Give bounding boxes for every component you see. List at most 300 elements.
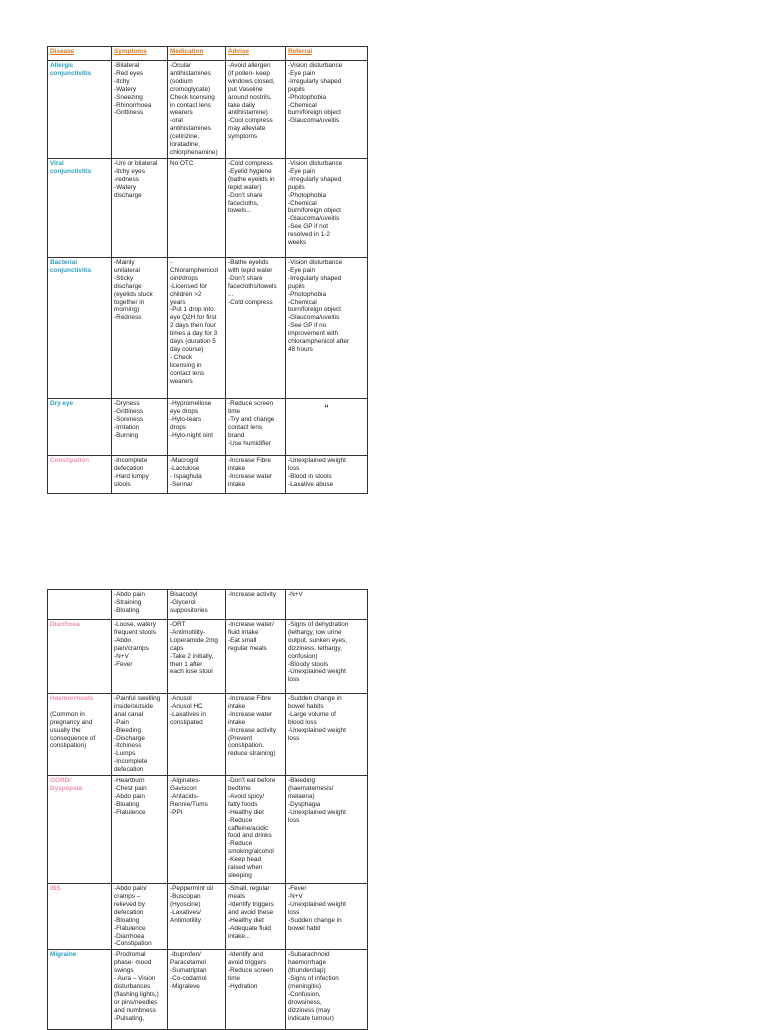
cell-line: -Sneezing xyxy=(114,93,143,101)
cell-line: bowel habits xyxy=(288,702,324,710)
cell-line: tepid water) xyxy=(228,183,262,191)
cell-line: each lose stool xyxy=(170,668,213,676)
medication-cell xyxy=(168,950,226,1030)
cell-line: phase- mood xyxy=(114,959,152,967)
cell-line: -Hydration xyxy=(228,982,258,990)
cell-line: -Chemical xyxy=(288,199,317,207)
cell-line: -Reduce screen xyxy=(228,400,274,407)
cell-line: 48 hours xyxy=(288,345,313,353)
cell-line: -Co-codamol xyxy=(170,975,207,983)
cell-line: intake xyxy=(228,718,246,726)
referral-cell xyxy=(286,159,368,258)
cell-line: -Glycerol xyxy=(170,598,196,606)
cell-line: bowel habit xyxy=(288,924,321,932)
cell-line: -Don't share xyxy=(228,191,263,199)
cell-line: eye Q2H for first xyxy=(170,314,217,322)
symptoms-cell xyxy=(112,258,168,399)
cell-line: (cetirizine, xyxy=(170,133,200,141)
cell-line: -Bleeding xyxy=(114,726,142,734)
referral-cell xyxy=(286,590,368,620)
table-row xyxy=(48,694,368,776)
cell-line: -Watery xyxy=(114,183,137,191)
medication-cell xyxy=(168,258,226,399)
cell-line: -Chest pain xyxy=(114,784,147,792)
table-row xyxy=(48,950,368,1030)
medication-cell xyxy=(168,776,226,884)
symptoms-cell xyxy=(112,590,168,620)
cell-line: -Antacids- xyxy=(170,792,199,800)
cell-line: antihistamine) xyxy=(228,109,268,117)
cell-line: inside/outside xyxy=(114,702,154,710)
cell-line: smoking/alcohol xyxy=(228,848,274,856)
cell-line: years xyxy=(170,298,186,306)
spacer xyxy=(50,703,109,711)
referral-cell xyxy=(286,258,368,399)
cell-line: chloramphenicol after xyxy=(288,338,350,346)
cell-line: No OTC xyxy=(170,160,194,167)
cell-line: -Keep head xyxy=(228,856,262,864)
cell-line: -Senna/ xyxy=(170,480,193,488)
cell-line: pain/cramps xyxy=(114,644,149,652)
cell-line: fatty foods xyxy=(228,800,258,808)
cell-line: swings xyxy=(114,967,134,975)
cell-line: loratadine, xyxy=(170,141,200,149)
cell-line: Chloramphenicol xyxy=(170,266,218,274)
cell-line: -Loose, watery xyxy=(114,621,156,628)
cell-line: -Photophobia xyxy=(288,290,327,298)
cell-line: defecation xyxy=(114,908,144,916)
cell-line: -Fever xyxy=(288,885,307,893)
cell-line: -Laxatives/ xyxy=(170,908,201,916)
cell-line: pupils xyxy=(288,282,305,290)
cell-line: -Healthy diet xyxy=(228,808,264,816)
cell-line: -Irritation xyxy=(114,423,140,431)
cell-line: with tepid water xyxy=(228,266,273,274)
cell-line: -Anusol HC xyxy=(170,702,203,710)
cell-line: -Fever xyxy=(114,660,133,668)
cell-line: -See GP if not xyxy=(288,223,329,231)
cell-line: indicate tumour) xyxy=(288,1014,334,1022)
cell-line: anal canal xyxy=(114,710,144,718)
cell-line: sleeping xyxy=(228,871,252,879)
cell-line: -Vision disturbance xyxy=(288,62,343,69)
cell-line: -redness xyxy=(114,175,139,183)
cell-line: loss xyxy=(288,676,300,684)
cell-line: -Small, regular xyxy=(228,885,270,893)
cell-line: -Healthy diet xyxy=(228,916,264,924)
disease-cell xyxy=(48,61,112,159)
cell-line: windows closed, xyxy=(228,77,275,85)
cell-line: Antimotility xyxy=(170,916,201,924)
cell-line: -Unexplained weight xyxy=(288,900,346,908)
cell-line: Dry eye xyxy=(50,400,74,407)
cell-line: wearers xyxy=(170,377,193,385)
cell-line: -Eye pain xyxy=(288,167,315,175)
advise-cell xyxy=(226,694,286,776)
cell-line: -Redness xyxy=(114,314,142,322)
cell-line: -Chemical xyxy=(288,298,317,306)
cell-line: -Ibuprofen/ xyxy=(170,951,201,959)
advise-cell xyxy=(226,776,286,884)
cell-line: -Flatulence xyxy=(114,924,146,932)
cell-line: Loperamide 2mg xyxy=(170,636,218,644)
symptoms-cell xyxy=(112,884,168,950)
header-row xyxy=(48,47,368,61)
cell-line: Viral xyxy=(50,160,64,167)
cell-line: -Signs of dehydration xyxy=(288,621,349,628)
cell-line: -Bloody stools xyxy=(288,660,329,668)
medication-cell xyxy=(168,620,226,694)
cell-line: facecloths, xyxy=(228,199,259,207)
cell-line: -Bloating xyxy=(114,606,140,614)
cell-line: -Bloating xyxy=(114,916,140,924)
cell-line: -Heartburn xyxy=(114,777,145,785)
cell-line: -Sticky xyxy=(114,274,134,282)
cell-line: weeks xyxy=(288,239,307,247)
cell-line: -Subarachnoid xyxy=(288,951,330,959)
cell-line: -Increase activity xyxy=(228,726,276,734)
cell-line: -Painful swelling xyxy=(114,695,161,702)
cell-line: -Discharge xyxy=(114,734,145,742)
cell-line: (thunderclap) xyxy=(288,967,326,975)
cell-line: -Dryness xyxy=(114,400,140,407)
cell-line: -Incomplete xyxy=(114,758,148,766)
advise-cell xyxy=(226,590,286,620)
cell-line: -Take 2 initially, xyxy=(170,652,214,660)
cell-line: -Reduce xyxy=(228,816,253,824)
cell-line: -Hylo-tears xyxy=(170,415,202,423)
cell-line: discharge xyxy=(114,191,142,199)
cell-line: drops xyxy=(170,423,186,431)
cell-line: children >2 xyxy=(170,290,202,298)
cell-line: -Glaucoma/uveitis xyxy=(288,314,340,322)
cell-line: - xyxy=(170,259,173,266)
disease-cell xyxy=(48,456,112,494)
cell-line: intake xyxy=(228,702,246,710)
disease-cell xyxy=(48,399,112,456)
referral-cell xyxy=(286,884,368,950)
cell-line: or pins/needles xyxy=(114,998,158,1006)
symptoms-cell xyxy=(112,694,168,776)
cell-line: -Dysphagia xyxy=(288,800,321,808)
cell-line: avoid triggers xyxy=(228,959,267,967)
symptoms-cell xyxy=(112,456,168,494)
cell-line: oint/drops xyxy=(170,274,199,282)
cell-line: -Constipation xyxy=(114,940,152,948)
cell-line: -Increase activity xyxy=(228,591,276,598)
cell-line: (bathe eyelids in xyxy=(228,175,275,183)
referral-cell xyxy=(286,399,368,456)
cell-line: -Bloating xyxy=(114,800,140,808)
cell-line: (Prevent xyxy=(228,734,253,742)
disease-cell xyxy=(48,159,112,258)
cell-line: Bacterial xyxy=(50,259,77,266)
cell-line: meals xyxy=(228,892,246,900)
cell-line: Diarrhoea xyxy=(50,621,80,628)
disease-cell xyxy=(48,884,112,950)
cell-line: -Glaucoma/uveitis xyxy=(288,215,340,223)
cell-line: -Abdo pain xyxy=(114,792,145,800)
cell-line: -Bilateral xyxy=(114,62,140,69)
cell-line: -Cold compress xyxy=(228,160,273,167)
table-row xyxy=(48,258,368,399)
cell-line: -Increase water xyxy=(228,472,273,480)
cell-line: contact lens xyxy=(170,369,205,377)
cell-line: -Soreness xyxy=(114,415,144,423)
cell-line: (haematemesis/ xyxy=(288,784,334,792)
cell-line: output, sunken eyes, xyxy=(288,636,347,644)
cell-line: -Sudden change in xyxy=(288,916,342,924)
cell-line: -Cool compress xyxy=(228,117,273,125)
cell-line: -Licensed for xyxy=(170,282,207,290)
cell-line: eye drops xyxy=(170,407,199,415)
cell-line: Migraine xyxy=(50,951,77,959)
symptoms-cell xyxy=(112,776,168,884)
cell-line: -Unexplained weight xyxy=(288,668,346,676)
cell-line: antihistamines xyxy=(170,125,211,133)
cell-line: bedtime xyxy=(228,784,251,792)
cell-line: -Alginates- xyxy=(170,777,201,785)
cell-line: licensing in xyxy=(170,361,202,369)
cell-line: -Itchiness xyxy=(114,742,142,750)
cell-line: -Mainly xyxy=(114,259,135,266)
cell-line: and numbness xyxy=(114,1006,156,1014)
cell-line: -Pain xyxy=(114,718,129,726)
cell-line: (lethargy, low urine xyxy=(288,628,342,636)
cell-line: -Prodromal xyxy=(114,951,146,959)
cell-line: -N+V xyxy=(288,591,303,598)
cell-line: -Irregularly shaped xyxy=(288,274,342,282)
cell-line: resolved in 1-2 xyxy=(288,231,330,239)
cell-line: -Photophobia xyxy=(288,191,327,199)
cell-line: defecation xyxy=(114,766,144,774)
cell-line: -Reduce xyxy=(228,840,253,848)
cell-line: -Itchy xyxy=(114,77,130,85)
cell-line: -Identify triggers xyxy=(228,900,274,908)
cell-line: Bisacodyl xyxy=(170,591,198,598)
cell-line: Haemorrhoids xyxy=(50,695,94,702)
cell-line: symptoms xyxy=(228,133,258,141)
cell-line: morning) xyxy=(114,306,140,314)
cell-line: - Ispaghula xyxy=(170,472,202,480)
cell-line: chlorphenamine) xyxy=(170,148,218,156)
cell-line: ... xyxy=(228,290,234,298)
cell-line: -Eye pain xyxy=(288,69,315,77)
cell-line: (eyelids stuck xyxy=(114,290,153,298)
cell-line: - Aura – Vision xyxy=(114,975,156,983)
cell-line: unilateral xyxy=(114,266,140,274)
cell-line: days (duration 5 xyxy=(170,338,216,346)
cell-line: -Peppermint oil xyxy=(170,885,213,893)
cell-line: -Unexplained weight xyxy=(288,457,346,464)
cell-line: drowsiness, xyxy=(288,998,322,1006)
cell-line: conjunctivitis xyxy=(50,266,92,274)
table-row xyxy=(48,776,368,884)
cell-line: -N+V xyxy=(114,652,129,660)
cell-line: suppositories xyxy=(170,606,208,614)
cell-line: stools xyxy=(114,480,131,488)
cell-line: -Sumatriptan xyxy=(170,967,207,975)
cell-line: time xyxy=(228,407,241,415)
cell-line: -Rhinorrhoea xyxy=(114,101,152,109)
cell-line: -Ocular xyxy=(170,62,191,69)
medication-cell xyxy=(168,456,226,494)
cell-line: Allergic xyxy=(50,62,74,69)
cell-line: pregnancy and xyxy=(50,718,93,726)
cell-line: - Check xyxy=(170,353,193,361)
cell-line: constipated xyxy=(170,718,203,726)
cell-line: -Irregularly shaped xyxy=(288,175,342,183)
cell-line: blood loss xyxy=(288,718,317,726)
cell-line: brand xyxy=(228,431,245,439)
cell-line: Paracetamol xyxy=(170,959,206,967)
ditto-mark: “ xyxy=(324,402,329,416)
advise-cell xyxy=(226,456,286,494)
cell-line: -Abdo pain/ xyxy=(114,885,147,893)
cell-line: -Try and change xyxy=(228,415,275,423)
cell-line: -Irregularly shaped xyxy=(288,77,342,85)
cell-line: food and drinks xyxy=(228,832,272,840)
disease-table-page-2 xyxy=(47,589,368,1030)
cell-line: -Vision disturbance xyxy=(288,160,343,167)
cell-line: -Uni or bilateral xyxy=(114,160,158,167)
table-row xyxy=(48,884,368,950)
cell-line: -Blood in stools xyxy=(288,472,332,480)
cell-line: -Signs of infection xyxy=(288,975,339,983)
cell-line: Check licensing xyxy=(170,93,215,101)
cell-line: Gaviscon xyxy=(170,784,197,792)
cell-line: -Avoid allergen xyxy=(228,62,271,69)
cell-line: put Vaseline xyxy=(228,85,263,93)
cell-line: -Glaucoma/uveitis xyxy=(288,117,340,125)
cell-line: dizziness (may xyxy=(288,1006,331,1014)
cell-line: contact lens xyxy=(228,423,263,431)
advise-cell xyxy=(226,950,286,1030)
column-header: Symptoms xyxy=(112,47,168,61)
cell-line: -Pulsating, xyxy=(114,1014,145,1022)
cell-line: -Red eyes xyxy=(114,69,144,77)
symptoms-cell xyxy=(112,61,168,159)
referral-cell xyxy=(286,776,368,884)
advise-cell xyxy=(226,620,286,694)
cell-line: -Lactulose xyxy=(170,464,200,472)
cell-line: IBS xyxy=(50,885,61,893)
referral-cell xyxy=(286,620,368,694)
cell-line: -Vision disturbance xyxy=(288,259,343,266)
medication-cell xyxy=(168,694,226,776)
medication-cell xyxy=(168,590,226,620)
cell-line: loss xyxy=(288,908,300,916)
cell-line: (flashing lights,) xyxy=(114,990,159,998)
cell-line: -Flatulence xyxy=(114,808,146,816)
cell-line: haemorrhage xyxy=(288,959,327,967)
table-row xyxy=(48,159,368,258)
table-row xyxy=(48,620,368,694)
cell-line: towels... xyxy=(228,207,252,215)
cell-line: consequence of xyxy=(50,734,96,742)
cell-line: -Antimotility- xyxy=(170,628,206,636)
cell-line: -Grittiness xyxy=(114,109,144,117)
cell-line: times a day for 3 xyxy=(170,330,218,338)
cell-line: -Hard lumpy xyxy=(114,472,149,480)
cell-line: day course) xyxy=(170,345,204,353)
cell-line: may alleviate xyxy=(228,125,266,133)
cell-line: cramps – xyxy=(114,892,141,900)
cell-line: in contact lens xyxy=(170,101,211,109)
cell-line: pupils xyxy=(288,85,305,93)
cell-line: constipation) xyxy=(50,742,87,750)
advise-cell xyxy=(226,159,286,258)
cell-line: -Don't share xyxy=(228,274,263,282)
cell-line: -N+V xyxy=(288,892,303,900)
cell-line: -Itchy eyes xyxy=(114,167,145,175)
cell-line: -Put 1 drop into xyxy=(170,306,214,314)
cell-line: -Eyelid hygiene xyxy=(228,167,272,175)
column-header: Disease xyxy=(48,47,112,61)
table-row xyxy=(48,61,368,159)
advise-cell xyxy=(226,884,286,950)
cell-line: -Eat small xyxy=(228,636,257,644)
cell-line: -Increase Fibre xyxy=(228,457,271,464)
cell-line: -Photophobia xyxy=(288,93,327,101)
cell-line: -Eye pain xyxy=(288,266,315,274)
disease-cell xyxy=(48,590,112,620)
cell-line: (if pollen- keep xyxy=(228,69,270,77)
cell-line: -Grittiness xyxy=(114,407,144,415)
cell-line: -Buscopan xyxy=(170,892,201,900)
cell-line: Dyspepsia xyxy=(50,784,82,792)
symptoms-cell xyxy=(112,950,168,1030)
cell-line: -Adequate fluid xyxy=(228,924,271,932)
table-row xyxy=(48,456,368,494)
column-header: Advise xyxy=(226,47,286,61)
cell-line: -Watery xyxy=(114,85,137,93)
cell-line: discharge xyxy=(114,282,142,290)
cell-line: -See GP if no xyxy=(288,322,327,330)
cell-line: -Burning xyxy=(114,431,139,439)
cell-line: caffeine/acidic xyxy=(228,824,269,832)
cell-line: -Increase water/ xyxy=(228,621,274,628)
cell-line: -Migraleve xyxy=(170,982,200,990)
advise-cell xyxy=(226,61,286,159)
referral-cell xyxy=(286,456,368,494)
disease-cell xyxy=(48,258,112,399)
cell-line: Constipation xyxy=(50,457,90,464)
referral-cell xyxy=(286,61,368,159)
cell-line: -Hylo-night oint xyxy=(170,431,213,439)
disease-cell xyxy=(48,620,112,694)
cell-line: -Bleeding xyxy=(288,777,316,785)
symptoms-cell xyxy=(112,620,168,694)
cell-line: frequent stools xyxy=(114,628,156,636)
cell-line: disturbances xyxy=(114,982,151,990)
cell-line: (Hyoscine) xyxy=(170,900,201,908)
cell-line: usually the xyxy=(50,726,81,734)
cell-line: Rennie/Tums xyxy=(170,800,208,808)
cell-line: cromoglycate) xyxy=(170,85,211,93)
cell-line: confusion) xyxy=(288,652,318,660)
column-header: Medication xyxy=(168,47,226,61)
cell-line: -Large volume of xyxy=(288,710,336,718)
disease-cell xyxy=(48,694,112,776)
cell-line: -PPI xyxy=(170,808,183,816)
cell-line: -Hypromellose xyxy=(170,400,212,407)
medication-cell xyxy=(168,884,226,950)
cell-line: loss xyxy=(288,734,300,742)
cell-line: -Chemical xyxy=(288,101,317,109)
cell-line: regular meals xyxy=(228,644,267,652)
cell-line: GORD/ xyxy=(50,777,71,785)
